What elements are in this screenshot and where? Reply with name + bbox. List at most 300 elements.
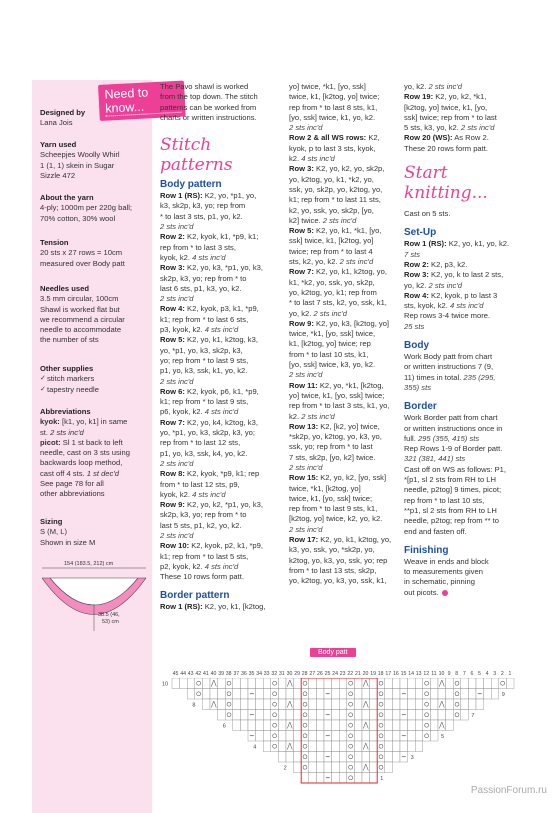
chart-cell bbox=[385, 678, 393, 689]
row-text: yo; rep from * to last 9 sts, bbox=[160, 355, 249, 365]
stitch-count: 7 sts bbox=[404, 249, 421, 259]
instruction-line bbox=[160, 397, 282, 407]
row-text: *[p1, sl 2 sts from RH to LH bbox=[404, 475, 496, 485]
stitch-count: 2 sts inc'd bbox=[160, 376, 194, 386]
row-text: **p1, sl 2 sts from RH to LH bbox=[404, 505, 497, 515]
chart-cell bbox=[271, 731, 279, 742]
stitch-number: 26 bbox=[317, 671, 323, 677]
row-text: yo, k2tog, yo, k3, yo, ssk, k1, bbox=[289, 576, 387, 586]
stitch-number: 9 bbox=[447, 671, 451, 677]
stitch-number: 39 bbox=[218, 671, 224, 677]
chart-cell bbox=[332, 678, 340, 689]
instruction-line bbox=[160, 510, 282, 520]
chart-cell bbox=[347, 710, 355, 721]
row-text: kyok, k2. bbox=[160, 252, 193, 262]
stitch-count: 321 (381, 441) sts bbox=[404, 454, 466, 464]
chart-cell bbox=[309, 678, 317, 689]
chart-cell bbox=[491, 678, 499, 689]
chart-cell bbox=[354, 720, 362, 731]
instruction-line bbox=[289, 381, 409, 391]
instruction-line bbox=[404, 454, 530, 464]
row-label: Row 1 (RS): bbox=[160, 191, 203, 201]
chart-cell bbox=[476, 678, 484, 689]
instruction-line bbox=[160, 377, 282, 387]
row-text: K2, yo, k2, *p1, yo, k3, bbox=[184, 500, 263, 510]
chart-cell bbox=[385, 762, 393, 773]
chart-cell bbox=[423, 710, 431, 721]
instruction-line bbox=[289, 360, 409, 370]
row-label: Row 20 (WS): bbox=[404, 133, 453, 143]
chart-cell bbox=[278, 678, 286, 689]
chart-cell bbox=[263, 689, 271, 700]
row-text: K2, kyok, p to last 3 bbox=[428, 290, 498, 300]
instruction-line bbox=[160, 407, 282, 417]
row-text: [k2tog, yo] twice, k2, yo, k2. bbox=[289, 514, 383, 524]
instruction-line bbox=[289, 236, 409, 246]
start-knitting-heading: Start knitting... bbox=[404, 163, 488, 204]
abbr-def: Sl 1 st back to left bbox=[62, 437, 123, 447]
stitch-count: 4 sts inc'd bbox=[192, 252, 226, 262]
width-dimension: 154 (183.5, 212) cm bbox=[64, 561, 114, 567]
stitch-number: 6 bbox=[470, 671, 474, 677]
row-label: Row 3: bbox=[289, 164, 314, 174]
instruction-line bbox=[289, 514, 409, 524]
chart-cell bbox=[370, 762, 378, 773]
needles-line: the number of sts bbox=[40, 335, 99, 345]
tension-heading: Tension bbox=[40, 238, 69, 247]
instruction-line bbox=[289, 391, 409, 401]
chart-cell bbox=[430, 699, 438, 710]
row-text: K2, yo, k3, *p1, yo, k3, bbox=[184, 263, 263, 273]
instruction-line bbox=[404, 82, 530, 92]
chart-cell bbox=[354, 773, 362, 784]
chart-cell bbox=[385, 752, 393, 763]
row-text: yo, k2. bbox=[404, 280, 429, 290]
row-text: K2, yo, k2, [yo, ssk] bbox=[318, 473, 387, 483]
chart-cell bbox=[301, 741, 309, 752]
stitch-number: 1 bbox=[508, 671, 512, 677]
chart-cell bbox=[278, 699, 286, 710]
row-number: 5 bbox=[441, 733, 445, 740]
setup-heading: Set-Up bbox=[404, 227, 437, 239]
instruction-line bbox=[160, 521, 282, 531]
needles-line: needle to accommodate bbox=[40, 325, 122, 335]
chart-cell bbox=[294, 752, 302, 763]
chart-cell bbox=[400, 741, 408, 752]
row-text: k3, yo, ssk, yo, *sk2p, yo, bbox=[289, 545, 375, 555]
stitch-number: 32 bbox=[271, 671, 278, 677]
chart-cell bbox=[263, 710, 271, 721]
stitch-number: 27 bbox=[309, 671, 316, 677]
chart-cell bbox=[392, 741, 400, 752]
row-label: Row 4: bbox=[404, 290, 429, 300]
stitch-number: 13 bbox=[415, 671, 422, 677]
instruction-line bbox=[289, 473, 409, 483]
row-text: twice, *k1, [yo, ssk] twice, bbox=[289, 329, 376, 339]
chart-cell bbox=[370, 773, 378, 784]
chart-cell bbox=[430, 689, 438, 700]
instruction-line bbox=[289, 566, 409, 576]
chart-cell bbox=[309, 720, 317, 731]
row-text: Weave in ends and block bbox=[404, 556, 489, 566]
instruction-line bbox=[160, 325, 282, 335]
chart-cell bbox=[301, 762, 309, 773]
stitch-count: 2 sts inc'd bbox=[301, 411, 335, 421]
row-text: yo, k2tog, yo, k1; rep from bbox=[289, 287, 377, 297]
about-yarn-line: 70% cotton, 30% wool bbox=[40, 213, 116, 223]
instruction-line bbox=[404, 322, 530, 332]
abbr-note: 1 st dec'd bbox=[86, 468, 120, 478]
body-pattern-rows bbox=[160, 191, 282, 582]
chart-cell bbox=[294, 678, 302, 689]
row-text: K2, yo, k1, k2tog, yo, bbox=[318, 535, 392, 545]
row-text: yo, k2tog, yo, k1, *k2, yo, bbox=[289, 174, 374, 184]
row-text: k1; rep from * to last 6 sts, bbox=[160, 314, 249, 324]
chart-cell bbox=[286, 710, 294, 721]
row-text: p3, kyok, k2. bbox=[160, 325, 205, 335]
row-text: As Row 2. bbox=[452, 133, 489, 143]
row-number: 10 bbox=[162, 681, 169, 688]
chart-title: Body patt bbox=[310, 648, 356, 657]
chart-cell bbox=[339, 762, 347, 773]
instruction-line bbox=[160, 263, 282, 273]
row-text: K2, bbox=[366, 133, 380, 143]
instruction-line bbox=[289, 422, 409, 432]
row-text: K2, [k2, yo] twice, bbox=[318, 421, 380, 431]
instruction-line bbox=[289, 329, 409, 339]
instruction-line bbox=[289, 278, 409, 288]
shawl-schematic bbox=[36, 556, 152, 640]
chart-cell bbox=[400, 678, 408, 689]
instruction-line bbox=[289, 82, 409, 92]
instruction-line bbox=[404, 144, 530, 154]
chart-cell bbox=[339, 710, 347, 721]
sizing-heading: Sizing bbox=[40, 517, 63, 526]
chart-cell bbox=[370, 699, 378, 710]
stitch-number: 25 bbox=[324, 671, 331, 677]
chart-cell bbox=[240, 710, 248, 721]
column-3 bbox=[404, 82, 530, 598]
needles-line: we recommend a circular bbox=[40, 314, 125, 324]
instruction-line bbox=[289, 133, 409, 143]
row-text: Work Body patt from chart bbox=[404, 352, 493, 362]
abbr-def: backwards loop method, bbox=[40, 458, 123, 468]
stitch-count: 4 sts inc'd bbox=[301, 154, 335, 164]
instruction-line bbox=[160, 232, 282, 242]
chart-cell bbox=[347, 731, 355, 742]
stitch-number: 17 bbox=[385, 671, 392, 677]
chart-cell bbox=[271, 689, 279, 700]
depth-dimension-2: 53) cm bbox=[102, 619, 119, 625]
chart-cell bbox=[309, 699, 317, 710]
stitch-number: 38 bbox=[225, 671, 232, 677]
row-text: sk2p, k3, yo; rep from * to bbox=[160, 510, 247, 520]
row-text: rep from * to last 9 sts, k1, bbox=[289, 504, 378, 514]
intro-line: The Pavo shawl is worked bbox=[160, 82, 249, 91]
chart-cell bbox=[423, 699, 431, 710]
stitch-count: 2 sts inc'd bbox=[460, 123, 495, 133]
instruction-line bbox=[160, 418, 282, 428]
row-label: Row 4: bbox=[160, 304, 185, 314]
instruction-line bbox=[160, 541, 282, 551]
row-text: yo] twice, k1, [yo, ssk] twice; bbox=[289, 390, 385, 400]
instruction-line bbox=[160, 243, 282, 253]
chart-cell bbox=[354, 762, 362, 773]
chart-cell bbox=[233, 710, 241, 721]
row-text: sts, k2, yo, k2. bbox=[289, 257, 340, 267]
chart-cell bbox=[362, 731, 370, 742]
chart-cell bbox=[324, 699, 332, 710]
row-text: rep from * to last 12 sts, bbox=[160, 438, 241, 448]
instruction-line bbox=[289, 92, 409, 102]
abbr-def: st. bbox=[40, 427, 49, 437]
chart-cell bbox=[180, 678, 188, 689]
chart-cell bbox=[195, 689, 203, 700]
row-label: Row 8: bbox=[160, 469, 185, 479]
instruction-line bbox=[289, 556, 409, 566]
row-number: 9 bbox=[501, 691, 505, 698]
chart-cell bbox=[415, 720, 423, 731]
chart-cell bbox=[187, 678, 195, 689]
instruction-line bbox=[289, 442, 409, 452]
chart-cell bbox=[392, 731, 400, 742]
row-text: twice, *k1, [k2tog, yo] bbox=[289, 483, 361, 493]
row-text: Cast off on WS as follows: P1, bbox=[404, 464, 506, 474]
instruction-line bbox=[289, 525, 409, 535]
chart-cell bbox=[377, 731, 385, 742]
chart-cell bbox=[385, 699, 393, 710]
row-label: Row 1 (RS): bbox=[404, 239, 447, 249]
chart-cell bbox=[233, 699, 241, 710]
chart-cell bbox=[423, 678, 431, 689]
chart-cell bbox=[225, 678, 233, 689]
instruction-line bbox=[404, 123, 530, 133]
instruction-line bbox=[160, 459, 282, 469]
border-row-1 bbox=[160, 602, 282, 612]
column-2 bbox=[289, 82, 409, 587]
chart-cell bbox=[347, 741, 355, 752]
chart-cell bbox=[278, 752, 286, 763]
stitch-number: 15 bbox=[400, 671, 407, 677]
stitch-number: 28 bbox=[301, 671, 308, 677]
instruction-line bbox=[289, 103, 409, 113]
chart-cell bbox=[316, 678, 324, 689]
row-text: K2, kyok, p6, k1, *p9, bbox=[184, 386, 259, 396]
row-number: 4 bbox=[253, 744, 257, 751]
stitch-number: 24 bbox=[332, 671, 338, 677]
row-text: or written instructions once in bbox=[404, 423, 503, 433]
stitch-number: 5 bbox=[478, 671, 481, 677]
sizing-line: S (M, L) bbox=[40, 527, 68, 537]
chart-cell bbox=[461, 678, 469, 689]
stitch-count: 2 sts inc'd bbox=[428, 82, 463, 91]
instruction-line bbox=[404, 516, 530, 526]
chart-cell bbox=[354, 678, 362, 689]
instruction-line bbox=[160, 356, 282, 366]
other-supplies-heading: Other supplies bbox=[40, 364, 94, 373]
stitch-count: 4 sts inc'd bbox=[450, 301, 484, 311]
chart-cell bbox=[385, 731, 393, 742]
row-text: K2, yo, k4, k2tog, k3, bbox=[184, 417, 258, 427]
instruction-line bbox=[404, 485, 530, 495]
chart-cell bbox=[332, 689, 340, 700]
chart-cell bbox=[332, 720, 340, 731]
instruction-line bbox=[404, 239, 530, 249]
row-text: K2, yo, k2, *k1, bbox=[433, 92, 487, 102]
stitch-number: 11 bbox=[431, 671, 437, 677]
body-instructions bbox=[404, 352, 530, 393]
instruction-line bbox=[160, 480, 282, 490]
instruction-line bbox=[289, 154, 409, 164]
chart-cell bbox=[316, 720, 324, 731]
instruction-line bbox=[160, 449, 282, 459]
instruction-line bbox=[160, 304, 282, 314]
intro-line: patterns can be worked from bbox=[160, 102, 257, 112]
chart-cell bbox=[278, 710, 286, 721]
row-text: k2. bbox=[289, 411, 302, 421]
row-text: * to last 7 sts, k2, yo, ssk, k1, bbox=[289, 298, 387, 308]
instruction-line bbox=[289, 247, 409, 257]
instruction-line bbox=[404, 362, 530, 372]
chart-cell bbox=[316, 699, 324, 710]
abbr-def: needle, cast on 3 sts using bbox=[40, 448, 130, 458]
row-text: K2, yo, k to last 2 sts, bbox=[428, 270, 504, 280]
instruction-line bbox=[160, 335, 282, 345]
instruction-line bbox=[404, 434, 530, 444]
border-pattern-heading: Border pattern bbox=[160, 590, 230, 602]
chart-cell bbox=[423, 689, 431, 700]
chart-cell bbox=[392, 689, 400, 700]
chart-cell bbox=[225, 710, 233, 721]
chart-cell bbox=[248, 720, 256, 731]
instruction-line bbox=[404, 311, 530, 321]
about-yarn-line: 4-ply; 1000m per 220g ball; bbox=[40, 203, 133, 213]
chart-cell bbox=[225, 689, 233, 700]
chart-cell bbox=[233, 720, 241, 731]
chart-cell bbox=[339, 752, 347, 763]
chart-cell bbox=[347, 678, 355, 689]
chart-cell bbox=[377, 699, 385, 710]
chart-cell bbox=[324, 720, 332, 731]
chart-cell bbox=[218, 710, 226, 721]
chart-cell bbox=[430, 678, 438, 689]
stitch-patterns-heading: Stitch patterns bbox=[160, 135, 233, 176]
instruction-line bbox=[404, 281, 530, 291]
chart-cell bbox=[309, 710, 317, 721]
stitch-number: 19 bbox=[370, 671, 376, 677]
row-number: 6 bbox=[222, 723, 226, 730]
stitch-count: 235 (295, bbox=[463, 372, 496, 382]
row-label: Row 11: bbox=[289, 380, 318, 390]
row-text: from * to last 13 sts, sk2p, bbox=[289, 565, 377, 575]
row-number: 7 bbox=[471, 712, 475, 719]
chart-cell bbox=[339, 678, 347, 689]
instruction-line bbox=[289, 494, 409, 504]
stitch-number: 7 bbox=[462, 671, 466, 677]
chart-cell bbox=[506, 678, 514, 689]
chart-cell bbox=[461, 699, 469, 710]
row-number: 3 bbox=[410, 754, 414, 761]
chart-cell bbox=[446, 710, 454, 721]
abbr-kyok bbox=[40, 417, 150, 427]
yarn-line: Scheepjes Woolly Whirl bbox=[40, 150, 120, 160]
border-heading: Border bbox=[404, 401, 437, 413]
chart-cell bbox=[332, 741, 340, 752]
supply-item: ✓ tapestry needle bbox=[40, 385, 150, 395]
stitch-count: 2 sts inc'd bbox=[313, 308, 348, 318]
instruction-line bbox=[289, 545, 409, 555]
stitch-count: 2 sts inc'd bbox=[160, 222, 194, 232]
stitch-number: 45 bbox=[172, 671, 179, 677]
instruction-line bbox=[160, 315, 282, 325]
chart-cell bbox=[446, 720, 454, 731]
designer-section bbox=[40, 108, 150, 129]
chart-cell bbox=[301, 752, 309, 763]
depth-dimension: 38.5 (46, bbox=[98, 612, 120, 618]
chart-cell bbox=[446, 689, 454, 700]
stitch-number: 22 bbox=[347, 671, 354, 677]
chart-cell bbox=[271, 678, 279, 689]
instruction-line bbox=[404, 465, 530, 475]
chart-cell bbox=[332, 710, 340, 721]
row-text: end and fasten off. bbox=[404, 526, 467, 536]
chart-cell bbox=[339, 689, 347, 700]
instruction-line bbox=[289, 504, 409, 514]
chart-cell bbox=[484, 689, 492, 700]
row-text: kyok, k2. bbox=[160, 489, 193, 499]
stitch-count: 4 sts inc'd bbox=[204, 325, 239, 335]
instruction-line bbox=[404, 291, 530, 301]
chart-cell bbox=[218, 678, 226, 689]
row-text: yo, k2. bbox=[404, 82, 429, 91]
instruction-line bbox=[160, 366, 282, 376]
chart-cell bbox=[271, 710, 279, 721]
chart-cell bbox=[453, 699, 461, 710]
stitch-number: 42 bbox=[195, 671, 202, 677]
abbr-def: [k1, yo, k1] in same bbox=[61, 417, 128, 427]
row-text: last 6 sts, p1, k3, yo, k2. bbox=[160, 283, 242, 293]
chart-cell bbox=[377, 678, 385, 689]
stitch-number: 41 bbox=[203, 671, 209, 677]
chart-cell bbox=[294, 720, 302, 731]
row-text: [yo, ssk] twice, k3, yo, k2. bbox=[289, 360, 376, 370]
chart-cell bbox=[468, 689, 476, 700]
chart-cell bbox=[263, 731, 271, 742]
row-text: k1, *k2, yo, ssk, yo, sk2p, bbox=[289, 277, 375, 287]
chart-cell bbox=[347, 773, 355, 784]
stitch-number: 36 bbox=[241, 671, 247, 677]
instruction-line bbox=[289, 463, 409, 473]
chart-cell bbox=[377, 752, 385, 763]
instruction-line bbox=[289, 216, 409, 226]
row-text: to measurements given bbox=[404, 567, 483, 577]
row-text: needle, p2tog; rep from ** to bbox=[404, 516, 499, 526]
abbreviations-heading: Abbreviations bbox=[40, 407, 91, 416]
chart-cell bbox=[263, 741, 271, 752]
chart-cell bbox=[195, 678, 203, 689]
chart-cell bbox=[385, 720, 393, 731]
chart-cell bbox=[301, 689, 309, 700]
chart-cell bbox=[453, 689, 461, 700]
border-pattern-rows bbox=[289, 82, 409, 587]
yarn-line: 1 (1, 1) skein in Sugar bbox=[40, 160, 115, 170]
row-label: Row 7: bbox=[160, 417, 185, 427]
chart-cell bbox=[256, 689, 264, 700]
chart-cell bbox=[377, 720, 385, 731]
chart-cell bbox=[362, 710, 370, 721]
stitch-number: 8 bbox=[455, 671, 459, 677]
stitch-number: 43 bbox=[187, 671, 194, 677]
